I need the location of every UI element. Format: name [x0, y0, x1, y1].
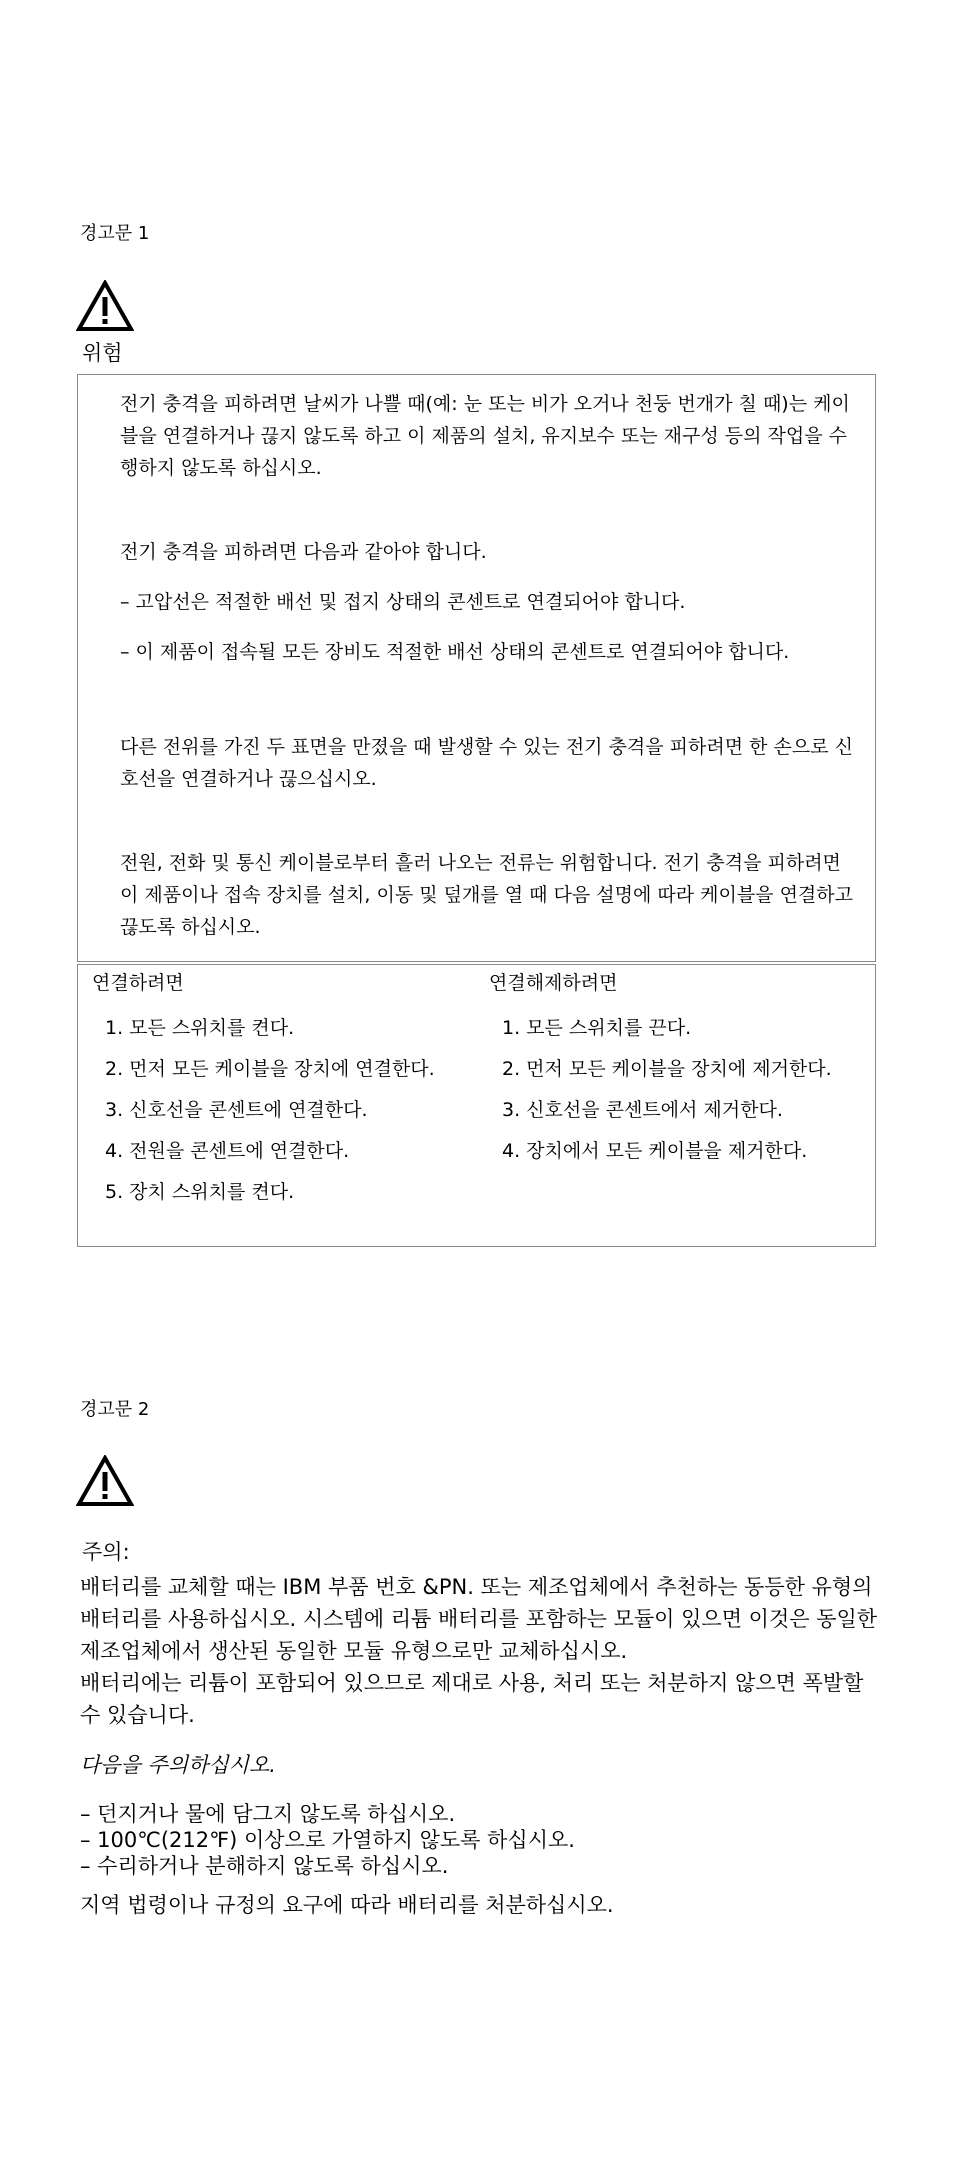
connect-steps-list — [105, 1015, 435, 1220]
battery-replacement-text: 배터리를 교체할 때는 IBM 부품 번호 &PN. 또는 제조업체에서 추천하는 동등한 유형의 배터리를 사용하십시오. 시스템에 리튬 배터리를 포함하는 모듈이 있으면 이것은 동일한 제조업체에서 생산된 동일한 모듈 유형으로만 교체하십시오. — [80, 1575, 878, 1663]
statement-1-label: 경고문 1 — [80, 223, 150, 244]
list-item: 4. 전원을 콘센트에 연결한다. — [105, 1140, 350, 1162]
danger-paragraph-current: 전원, 전화 및 통신 케이블로부터 흘러 나오는 전류는 위험합니다. 전기 충격을 피하려면 이 제품이나 접속 장치를 설치, 이동 및 덮개를 열 때 다음 설명에 따라 케이블을 연결하고 끊도록 하십시오. — [120, 852, 853, 938]
danger-paragraph-weather: 전기 충격을 피하려면 날씨가 나쁠 때(예: 눈 또는 비가 오거나 천둥 번개가 칠 때)는 케이블을 연결하거나 끊지 않도록 하고 이 제품의 설치, 유지보수 또는 재구성 등의 작업을 수행하지 않도록 하십시오. — [120, 393, 850, 479]
list-item: 1. 모든 스위치를 끈다. — [502, 1017, 692, 1039]
danger-paragraph-requirements: 전기 충격을 피하려면 다음과 같아야 합니다. — [120, 541, 487, 563]
disposal-text: 지역 법령이나 규정의 요구에 따라 배터리를 처분하십시오. — [80, 1893, 614, 1917]
list-item: – 수리하거나 분해하지 않도록 하십시오. — [80, 1854, 449, 1878]
caution-label: 주의: — [82, 1540, 130, 1564]
warning-triangle-icon — [76, 1455, 134, 1507]
caution-items-list — [80, 1801, 575, 1879]
danger-paragraph-signal-line: 다른 전위를 가진 두 표면을 만졌을 때 발생할 수 있는 전기 충격을 피하려면 한 손으로 신호선을 연결하거나 끊으십시오. — [120, 736, 853, 790]
list-item: 3. 신호선을 콘센트에서 제거한다. — [502, 1099, 783, 1121]
battery-lithium-text: 배터리에는 리튬이 포함되어 있으므로 제대로 사용, 처리 또는 처분하지 않으면 폭발할 수 있습니다. — [80, 1671, 864, 1727]
danger-paragraph-high-voltage: – 고압선은 적절한 배선 및 접지 상태의 콘센트로 연결되어야 합니다. — [120, 591, 686, 613]
warning-triangle-icon — [76, 280, 134, 332]
list-item: – 100℃(212℉) 이상으로 가열하지 않도록 하십시오. — [80, 1828, 575, 1852]
list-item: 4. 장치에서 모든 케이블을 제거한다. — [502, 1140, 808, 1162]
danger-label: 위험 — [82, 341, 123, 365]
disconnect-steps-list — [502, 1015, 832, 1179]
list-item: 5. 장치 스위치를 켠다. — [105, 1181, 295, 1203]
disconnect-heading: 연결해제하려면 — [489, 972, 618, 994]
list-item: 2. 먼저 모든 케이블을 장치에 연결한다. — [105, 1058, 435, 1080]
connect-heading: 연결하려면 — [92, 972, 184, 994]
caution-note: 다음을 주의하십시오. — [80, 1753, 276, 1777]
list-item: 3. 신호선을 콘센트에 연결한다. — [105, 1099, 368, 1121]
statement-2-label: 경고문 2 — [80, 1399, 150, 1420]
list-item: 2. 먼저 모든 케이블을 장치에 제거한다. — [502, 1058, 832, 1080]
list-item: – 던지거나 물에 담그지 않도록 하십시오. — [80, 1802, 456, 1826]
list-item: 1. 모든 스위치를 켠다. — [105, 1017, 295, 1039]
danger-paragraph-equipment: – 이 제품이 접속될 모든 장비도 적절한 배선 상태의 콘센트로 연결되어야 합니다. — [120, 641, 790, 663]
